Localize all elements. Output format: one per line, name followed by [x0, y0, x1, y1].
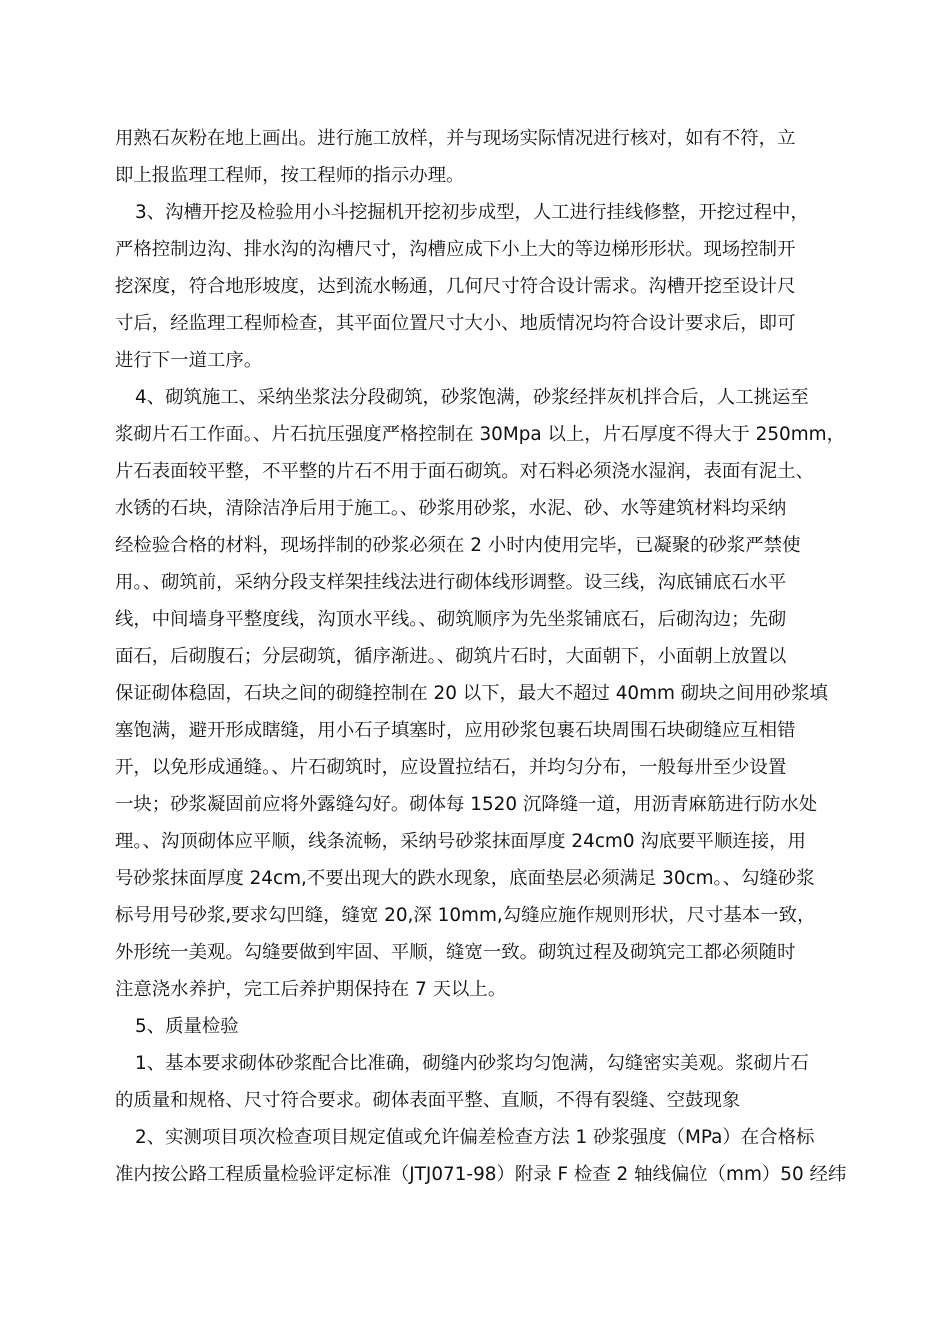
text-line: 理。、沟顶砌体应平顺，线条流畅，采纳号砂浆抹面厚度 24cm0 沟底要平顺连接，用: [115, 831, 806, 852]
item-2-heading-line: 2、实测项目项次检查项目规定值或允许偏差检查方法 1 砂浆强度（MPa）在合格标: [135, 1127, 815, 1148]
text-line: 一块；砂浆凝固前应将外露缝勾好。砌体每 1520 沉降缝一道，用沥青麻筋进行防水处: [115, 794, 818, 815]
text-line: 寸后，经监理工程师检查，其平面位置尺寸大小、地质情况均符合设计要求后，即可: [115, 313, 796, 334]
text-line: 塞饱满，避开形成瞎缝，用小石子填塞时，应用砂浆包裹石块周围石块砌缝应互相错: [115, 720, 796, 741]
text-line: 进行下一道工序。: [115, 350, 263, 371]
item-1-heading-line: 1、基本要求砌体砂浆配合比准确，砌缝内砂浆均匀饱满，勾缝密实美观。浆砌片石: [135, 1053, 809, 1074]
text-line: 注意浇水养护，完工后养护期保持在 7 天以上。: [115, 979, 507, 1000]
text-line: 面石，后砌腹石；分层砌筑，循序渐进。、砌筑片石时，大面朝下，小面朝上放置以: [115, 646, 787, 667]
text-line: 水锈的石块，清除洁净后用于施工。、砂浆用砂浆，水泥、砂、水等建筑材料均采纳: [115, 498, 787, 519]
text-line: 即上报监理工程师，按工程师的指示办理。: [115, 165, 465, 186]
paragraph-3-heading-line: 3、沟槽开挖及检验用小斗挖掘机开挖初步成型，人工进行挂线修整，开挖过程中，: [135, 202, 809, 223]
text-line: 开，以免形成通缝。、片石砌筑时，应设置拉结石，并均匀分布，一般每卅至少设置: [115, 757, 787, 778]
text-line: 号砂浆抹面厚度 24cm,不要出现大的跌水现象，底面垫层必须满足 30cm。、勾缝砂浆: [115, 868, 815, 889]
text-line: 线，中间墙身平整度线，沟顶水平线。、砌筑顺序为先坐浆铺底石，后砌沟边；先砌: [115, 609, 787, 630]
text-line: 保证砌体稳固，石块之间的砌缝控制在 20 以下，最大不超过 40mm 砌块之间用砂浆填: [115, 683, 828, 704]
text-line: 的质量和规格、尺寸符合要求。砌体表面平整、直顺，不得有裂缝、空鼓现象: [115, 1090, 741, 1111]
text-line: 片石表面较平整，不平整的片石不用于面石砌筑。对石料必须浇水湿润，表面有泥土、: [115, 461, 814, 482]
text-line: 外形统一美观。勾缝要做到牢固、平顺，缝宽一致。砌筑过程及砌筑完工都必须随时: [115, 942, 796, 963]
text-line: 浆砌片石工作面。、片石抗压强度严格控制在 30Mpa 以上，片石厚度不得大于 250mm，: [115, 424, 845, 445]
text-line: 用熟石灰粉在地上画出。进行施工放样，并与现场实际情况进行核对，如有不符，立: [115, 128, 796, 149]
text-line: 挖深度，符合地形坡度，达到流水畅通，几何尺寸符合设计需求。沟槽开挖至设计尺: [115, 276, 796, 297]
text-line: 严格控制边沟、排水沟的沟槽尺寸，沟槽应成下小上大的等边梯形形状。现场控制开: [115, 239, 796, 260]
section-5-heading: 5、质量检验: [135, 1016, 239, 1037]
text-line: 经检验合格的材料，现场拌制的砂浆必须在 2 小时内使用完毕，已凝聚的砂浆严禁使: [115, 535, 801, 556]
text-line: 用。、砌筑前，采纳分段支样架挂线法进行砌体线形调整。设三线，沟底铺底石水平: [115, 572, 787, 593]
text-line: 准内按公路工程质量检验评定标准（JTJ071-98）附录 F 检查 2 轴线偏位（mm）50 经纬: [115, 1164, 847, 1185]
text-line: 标号用号砂浆,要求勾凹缝，缝宽 20,深 10mm,勾缝应施作规则形状，尺寸基本一致，: [115, 905, 816, 926]
paragraph-4-heading-line: 4、砌筑施工、采纳坐浆法分段砌筑，砂浆饱满，砂浆经拌灰机拌合后，人工挑运至: [135, 387, 809, 408]
